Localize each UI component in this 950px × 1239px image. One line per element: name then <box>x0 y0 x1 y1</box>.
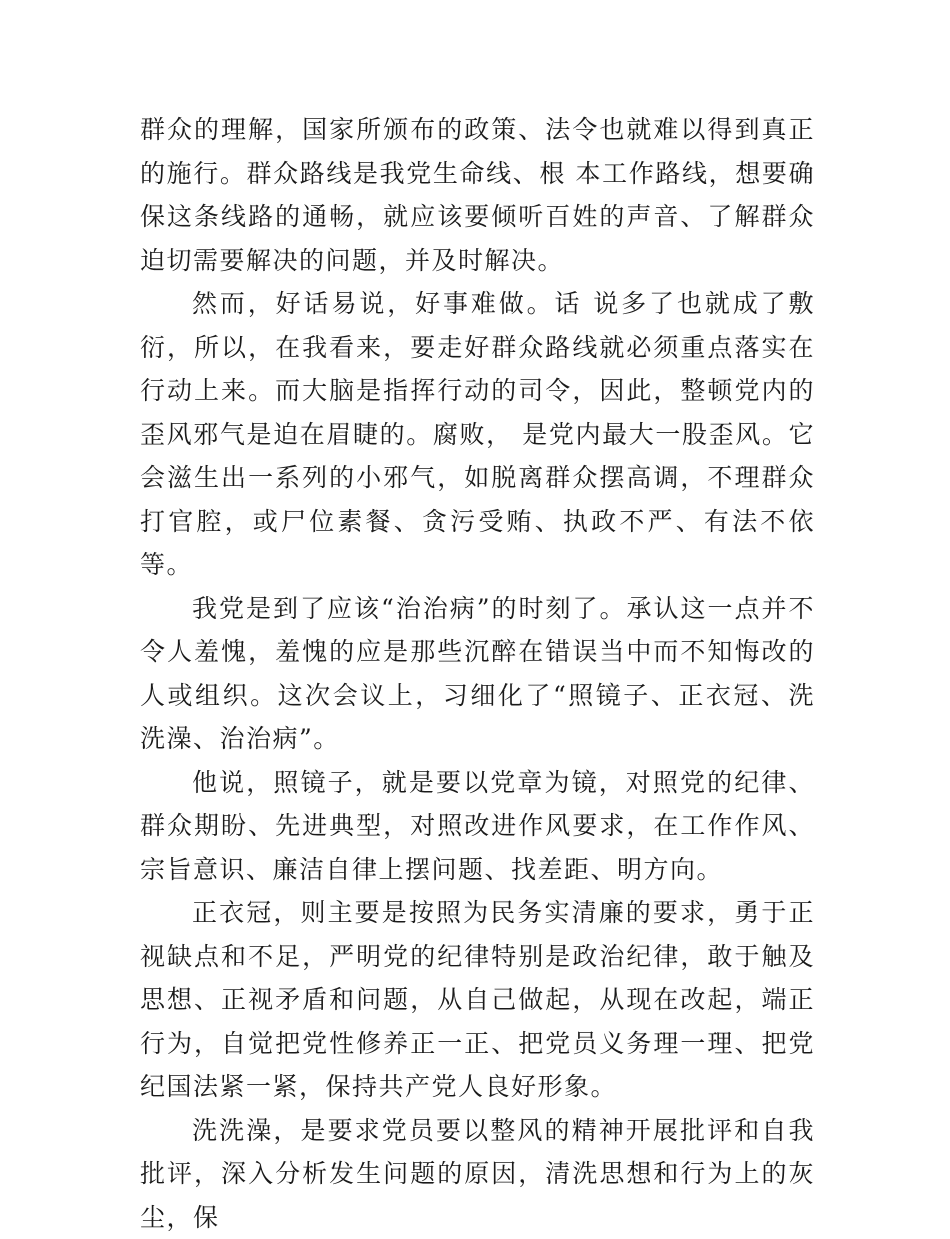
paragraph-1: 群众的理解，国家所颁布的政策、法令也就难以得到真正的施行。群众路线是我党生命线、根 本工作路线，想要确保这条线路的通畅，就应该要倾听百姓的声音、了解群众迫切需要解决的问题，并及时解决。 <box>140 108 815 282</box>
paragraph-5: 正衣冠，则主要是按照为民务实清廉的要求，勇于正视缺点和不足，严明党的纪律特别是政治纪律，敢于触及思想、正视矛盾和问题，从自己做起，从现在改起，端正行为，自觉把党性修养正一正、把党员义务理一理、把党纪国法紧一紧，保持共产党人良好形象。 <box>140 891 815 1109</box>
paragraph-2: 然而，好话易说，好事难做。话 说多了也就成了敷衍，所以，在我看来，要走好群众路线就必须重点落实在行动上来。而大脑是指挥行动的司令，因此，整顿党内的歪风邪气是迫在眉睫的。腐败， 是党内最大一股歪风。它会滋生出一系列的小邪气，如脱离群众摆高调，不理群众打官腔，或尸位素餐、贪污受贿、执政不严、有法不依等。 <box>140 282 815 587</box>
document-body <box>140 108 815 1239</box>
paragraph-4: 他说，照镜子，就是要以党章为镜，对照党的纪律、群众期盼、先进典型，对照改进作风要求，在工作作风、宗旨意识、廉洁自律上摆问题、找差距、明方向。 <box>140 761 815 892</box>
paragraph-6: 洗洗澡，是要求党员要以整风的精神开展批评和自我批评，深入分析发生问题的原因，清洗思想和行为上的灰尘，保 <box>140 1109 815 1239</box>
paragraph-3: 我党是到了应该“治治病”的时刻了。承认这一点并不令人羞愧，羞愧的应是那些沉醉在错误当中而不知悔改的人或组织。这次会议上，习细化了“照镜子、正衣冠、洗洗澡、治治病”。 <box>140 587 815 761</box>
